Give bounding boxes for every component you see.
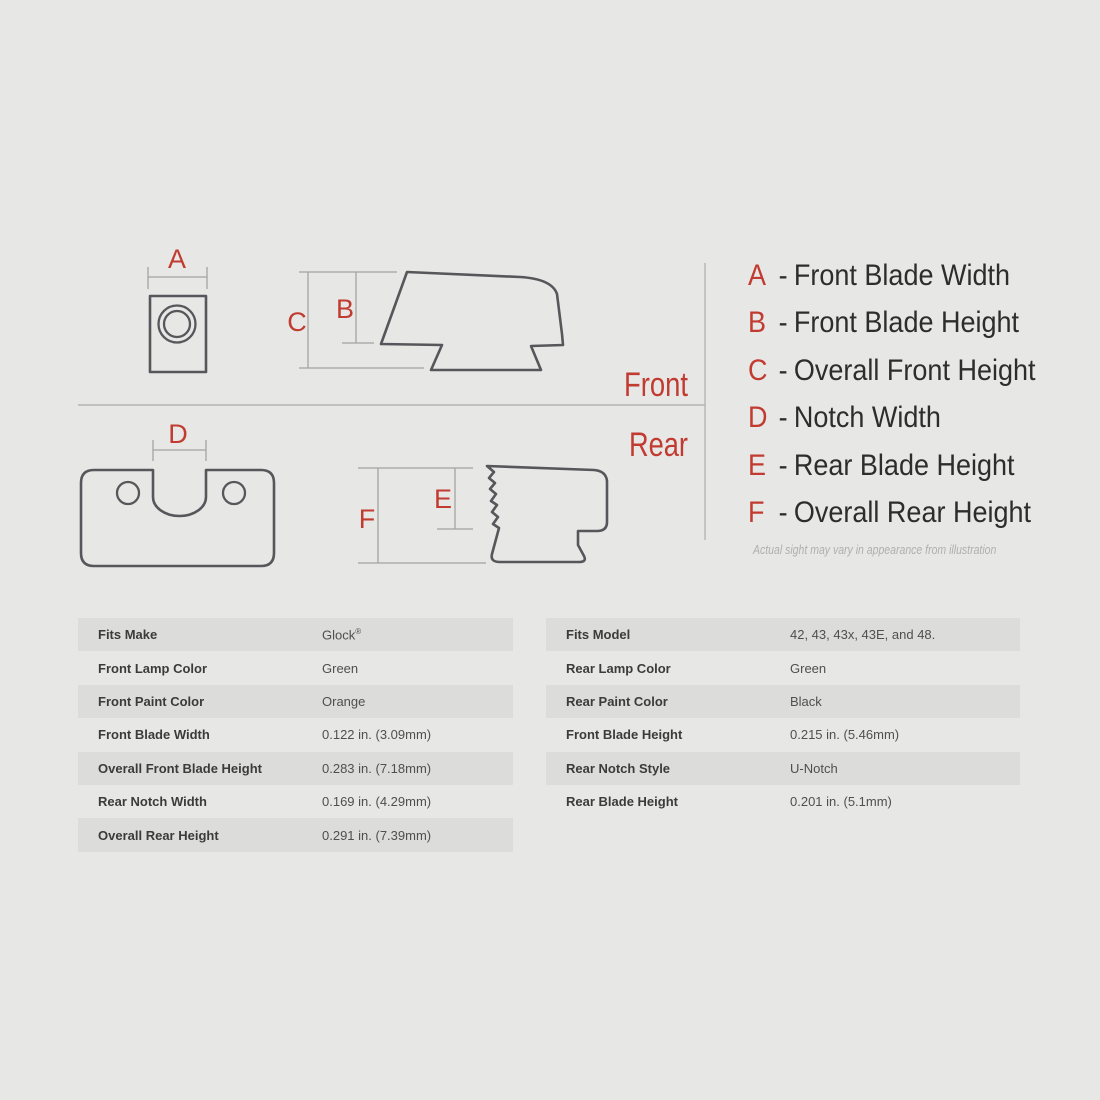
table-row [546, 651, 1020, 684]
rear-sight-rear-view [81, 419, 274, 566]
spec-value: 0.201 in. (5.1mm) [790, 794, 892, 810]
spec-value: 42, 43, 43x, 43E, and 48. [790, 627, 936, 643]
spec-label: Front Blade Height [566, 727, 683, 743]
spec-label: Rear Lamp Color [566, 660, 671, 676]
rear-sight-profile-view [358, 466, 607, 563]
legend-list [748, 252, 1088, 537]
spec-label: Front Lamp Color [98, 660, 208, 676]
legend-description: Front Blade Width [793, 258, 1010, 292]
legend-letter: B [748, 306, 767, 340]
legend-item [748, 347, 1054, 395]
spec-label: Rear Paint Color [566, 693, 668, 709]
table-row [78, 752, 513, 785]
spec-value: Green [790, 660, 827, 676]
dimension-label-c: C [287, 307, 307, 337]
legend-separator: - [778, 496, 788, 530]
spec-value: 0.291 in. (7.39mm) [322, 827, 432, 843]
front-sight-front-view [148, 244, 207, 372]
front-blade-outline [150, 296, 206, 372]
dimension-label-d: D [168, 419, 188, 449]
legend-separator: - [778, 448, 788, 482]
spec-value: Orange [322, 693, 366, 709]
legend-item [748, 395, 1054, 443]
legend-letter: F [748, 496, 765, 530]
disclaimer-text: Actual sight may vary in appearance from illustration [753, 543, 997, 557]
rear-sight-outline [81, 470, 274, 566]
spec-value: U-Notch [790, 760, 838, 776]
dimension-label-f: F [358, 504, 376, 534]
spec-label: Rear Notch Style [566, 760, 671, 776]
rear-lamp-right [223, 482, 245, 504]
spec-value: Glock® [322, 627, 362, 643]
legend-letter: A [748, 258, 767, 292]
spec-table-right [546, 618, 1020, 818]
table-row [78, 818, 513, 851]
spec-value: 0.122 in. (3.09mm) [322, 727, 432, 743]
spec-value: Green [322, 660, 359, 676]
legend-description: Rear Blade Height [793, 448, 1015, 482]
table-row [546, 685, 1020, 718]
spec-value: 0.169 in. (4.29mm) [322, 794, 432, 810]
spec-value: Black [790, 693, 822, 709]
legend-description: Notch Width [793, 401, 941, 435]
legend-separator: - [778, 353, 788, 387]
spec-value: 0.215 in. (5.46mm) [790, 727, 900, 743]
legend-letter: D [748, 401, 768, 435]
table-row [78, 618, 513, 651]
spec-label: Front Paint Color [98, 693, 205, 709]
dimension-label-a: A [167, 244, 187, 274]
front-lamp-inner-ring [164, 311, 190, 337]
front-section-label: Front [624, 366, 689, 404]
dimension-label-e: E [433, 484, 453, 514]
spec-table-left [78, 618, 513, 852]
legend-item [748, 442, 1054, 490]
spec-label: Rear Blade Height [566, 794, 678, 810]
legend-item [748, 300, 1054, 348]
table-row [78, 685, 513, 718]
legend-letter: C [748, 353, 768, 387]
table-row [546, 718, 1020, 751]
table-row [78, 651, 513, 684]
spec-label: Rear Notch Width [98, 794, 207, 810]
legend-separator: - [778, 258, 788, 292]
legend-item [748, 252, 1054, 300]
table-row [78, 718, 513, 751]
spec-label: Overall Front Blade Height [98, 760, 262, 776]
spec-value: 0.283 in. (7.18mm) [322, 760, 432, 776]
table-row [78, 785, 513, 818]
front-blade-profile-outline [381, 272, 563, 370]
spec-label: Fits Model [566, 627, 631, 643]
table-row [546, 618, 1020, 651]
registered-trademark-symbol: ® [355, 627, 362, 637]
spec-label: Overall Rear Height [98, 827, 219, 843]
rear-section-label: Rear [629, 426, 688, 464]
table-row [546, 785, 1020, 818]
spec-label: Fits Make [98, 627, 158, 643]
legend-description: Overall Rear Height [793, 496, 1031, 530]
spec-label: Front Blade Width [98, 727, 210, 743]
front-sight-profile-view [287, 272, 563, 370]
legend-separator: - [778, 306, 788, 340]
dimension-label-b: B [335, 294, 355, 324]
rear-sight-profile-outline [487, 466, 607, 562]
legend-letter: E [748, 448, 767, 482]
legend-description: Front Blade Height [793, 306, 1020, 340]
legend-separator: - [778, 401, 788, 435]
legend-description: Overall Front Height [793, 353, 1036, 387]
rear-lamp-left [117, 482, 139, 504]
table-row [546, 752, 1020, 785]
legend-item [748, 490, 1054, 538]
